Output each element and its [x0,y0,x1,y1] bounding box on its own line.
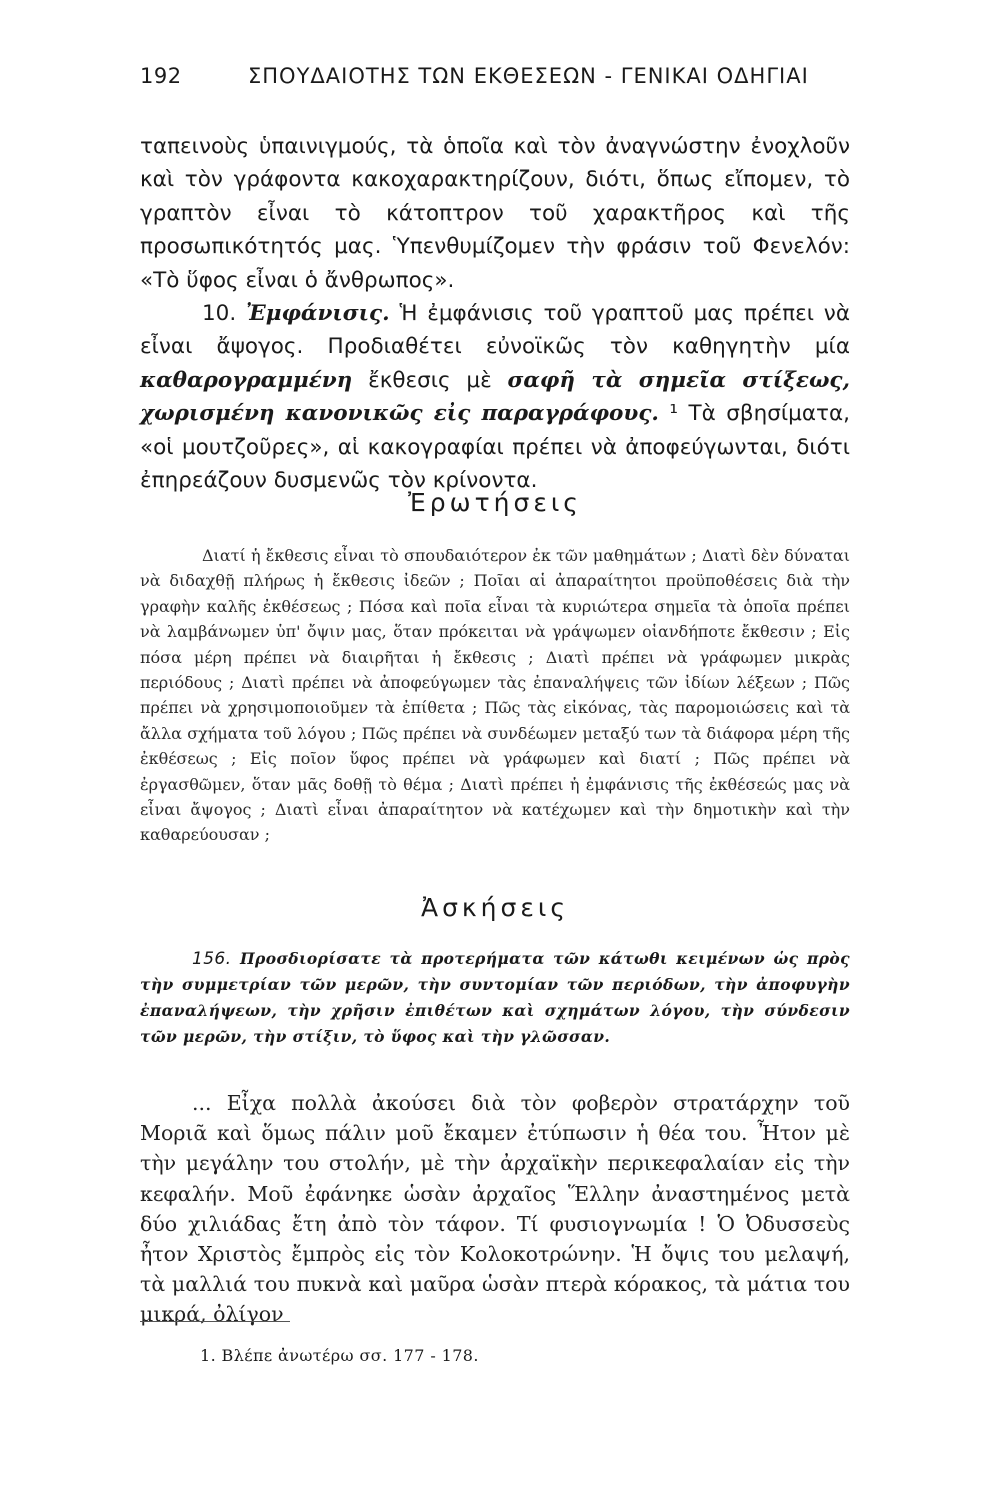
exercise-instruction-text: Προσδιορίσατε τὰ προτερήματα τῶν κάτωθι κειμένων ὡς πρὸς τὴν συμμετρίαν τῶν μερῶν, τὴν συντομίαν τῶν περιόδων, τὴν ἀποφυγὴν ἐπαναλήψεων, τὴν χρῆσιν ἐπιθέτων καὶ σχημάτων λόγου, τὴν σύνδεσιν τῶν μερῶν, τὴν στίξιν, τὸ ὕφος καὶ τὴν γλῶσσαν. [140,949,851,1046]
exercise-instruction [140,946,850,1050]
quoted-passage: ... Εἶχα πολλὰ ἀκούσει διὰ τὸν φοβερὸν στρατάρχην τοῦ Μοριᾶ καὶ ὅμως πάλιν μοῦ ἔκαμεν ἐτύπωσιν ἡ θέα του. Ἦτον μὲ τὴν μεγάλην του στολήν, μὲ τὴν ἀρχαϊκὴν περικεφαλαίαν εἰς τὴν κεφαλήν. Μοῦ ἐφάνηκε ὡσὰν ἀρχαῖος Ἕλλην ἀναστημένος μετὰ δύο χιλιάδας ἔτη ἀπὸ τὸν τάφον. Τί φυσιογνωμία ! Ὁ Ὀδυσσεὺς ἦτον Χριστὸς ἔμπρὸς εἰς τὸν Κολοκοτρώνην. Ἡ ὄψις του μελαψή, τὰ μαλλιά του πυκνὰ καὶ μαῦρα ὡσὰν πτερὰ κόρακος, τὰ μάτια του μικρά, ὀλίγον [140,1091,850,1327]
paragraph-text: ἔκθεσις μὲ [368,367,492,393]
emphasis-text: σαφῆ τὰ σημεῖα στίξεως, χωρισμένη κανονικῶς εἰς παραγράφους. [140,367,850,427]
paragraph-continuation: ταπεινοὺς ὑπαινιγμούς, τὰ ὁποῖα καὶ τὸν ἀναγνώστην ἐνοχλοῦν καὶ τὸν γράφοντα κακοχαρακτηρίζουν, διότι, ὅπως εἴπομεν, τὸ γραπτὸν εἶναι τὸ κάτοπτρον τοῦ χαρακτῆρος καὶ τῆς προσωπικότητός μας. Ὑπενθυμίζομεν τὴν φράσιν τοῦ Φενελόν: «Τὸ ὕφος εἶναι ὁ ἄνθρωπος». [140,134,850,293]
footnote: 1. Βλέπε ἀνωτέρω σσ. 177 - 178. [200,1346,479,1365]
paragraph-appearance [140,297,850,497]
exercises-heading: Ἀσκήσεις [420,893,569,922]
footnote-divider [140,1321,290,1322]
questions-heading: Ἐρωτήσεις [408,488,582,517]
section-number: 10. [202,301,237,327]
paragraph-text: Ἡ ἐμφάνισις τοῦ γραπτοῦ μας πρέπει νὰ εἶναι ἄψογος. Προδιαθέτει εὐνοϊκῶς τὸν καθηγητὴν μία [140,301,850,360]
page-number: 192 [140,64,182,88]
section-title: Ἐμφάνισις. [246,301,390,327]
questions-text: Διατί ἡ ἔκθεσις εἶναι τὸ σπουδαιότερον ἐκ τῶν μαθημάτων ; Διατὶ δὲν δύναται νὰ διδαχθῇ πλήρως ἡ ἔκθεσις ἰδεῶν ; Ποῖαι αἱ ἀπαραίτητοι προϋποθέσεις διὰ τὴν γραφὴν καλῆς ἐκθέσεως ; Πόσα καὶ ποῖα εἶναι τὰ κυριώτερα σημεῖα τὰ ὁποῖα πρέπει νὰ λαμβάνωμεν ὑπ' ὄψιν μας, ὅταν πρόκειται νὰ γράψωμεν οἱανδήποτε ἔκθεσιν ; Εἰς πόσα μέρη πρέπει νὰ διαιρῆται ἡ ἔκθεσις ; Διατὶ πρέπει νὰ γράφωμεν μικρὰς περιόδους ; Διατὶ πρέπει νὰ ἀποφεύγωμεν τὰς ἐπαναλήψεις τῶν ἰδίων λέξεων ; Πῶς πρέπει νὰ χρησιμοποιοῦμεν τὰ ἐπίθετα ; Πῶς τὰς εἰκόνας, τὰς παρομοιώσεις καὶ τὰ ἄλλα σχήματα τοῦ λόγου ; Πῶς πρέπει νὰ συνδέωμεν μεταξύ των τὰ διάφορα μέρη τῆς ἐκθέσεως ; Εἰς ποῖον ὕφος πρέπει νὰ γράφωμεν καὶ διατί ; Πῶς πρέπει νὰ ἐργασθῶμεν, ὅταν μᾶς δοθῇ τὸ θέμα ; Διατὶ πρέπει ἡ ἐμφάνισις τῆς ἐκθέσεώς μας νὰ εἶναι ἄψογος ; Διατὶ εἶναι ἀπαραίτητον νὰ κατέχωμεν καὶ τὴν δημοτικὴν καὶ τὴν καθαρεύουσαν ; [140,546,850,845]
running-header [140,64,840,100]
running-title: ΣΠΟΥΔΑΙΟΤΗΣ ΤΩΝ ΕΚΘΕΣΕΩΝ - ΓΕΝΙΚΑΙ ΟΔΗΓΙΑΙ [248,64,809,88]
body-text [140,130,850,497]
emphasis-text: καθαρογραμμένη [140,367,353,393]
paragraph-text: ¹ Τὰ σβησίματα, «οἱ μουτζοῦρες», αἱ κακογραφίαι πρέπει νὰ ἀποφεύγωνται, διότι ἐπηρεάζουν δυσμενῶς τὸν κρίνοντα. [140,401,850,494]
exercise-number: 156. [192,949,232,969]
